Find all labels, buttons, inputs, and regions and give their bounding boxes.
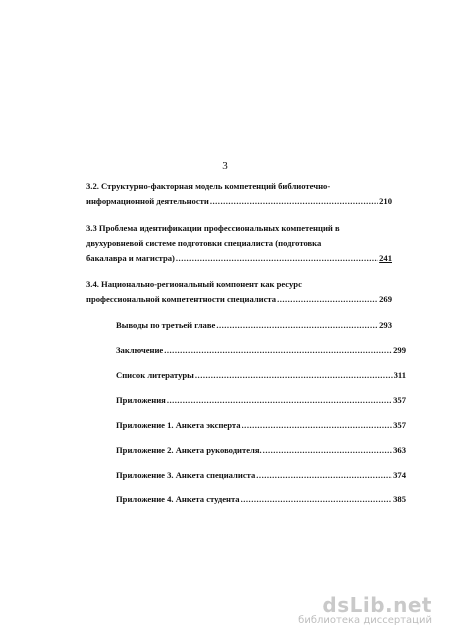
toc-entry-3-2 [86, 181, 392, 207]
toc-entry-text: Приложение 4. Анкета студента [116, 494, 240, 504]
toc-leader-dots [241, 494, 393, 505]
toc-leader-dots [195, 370, 393, 381]
toc-entry-appendix-4 [116, 494, 406, 505]
toc-page-number: 269 [379, 294, 392, 304]
toc-page-number: 210 [379, 196, 392, 206]
toc-page-number: 357 [393, 395, 406, 405]
toc-leader-dots [242, 420, 393, 431]
toc-entry-text: Приложение 1. Анкета эксперта [116, 420, 241, 430]
watermark-logo: dsLib.net [322, 593, 432, 617]
toc-leader-dots [210, 196, 378, 207]
toc-leader-dots [164, 345, 392, 356]
watermark [298, 593, 432, 626]
toc-leader-dots [176, 253, 378, 264]
toc-page-number: 299 [393, 345, 406, 355]
toc-entry-text: бакалавра и магистра) [86, 253, 175, 263]
toc-entry-text: 3.2. Структурно-факторная модель компетенций библиотечно- [86, 181, 331, 191]
toc-entry-text: информационной деятельности [86, 196, 209, 206]
toc-entry-text: двухуровневой системе подготовки специалиста (подготовка [86, 238, 322, 248]
toc-entry-text: 3.3 Проблема идентификации профессиональных компетенций в [86, 223, 340, 233]
toc-entry-text: 3.4. Национально-региональный компонент как ресурс [86, 279, 302, 289]
toc-page-number: 385 [393, 494, 406, 504]
toc-page-number: 311 [393, 370, 406, 380]
toc-entry-text: Выводы по третьей главе [116, 320, 216, 330]
toc-entry-conclusion [116, 345, 406, 356]
toc-entry-appendix-2 [116, 445, 406, 456]
toc-leader-dots [216, 320, 378, 331]
toc-entry-conclusions [116, 320, 392, 331]
toc-entry-text: Приложение 3. Анкета специалиста [116, 470, 256, 480]
toc-page-number: 293 [379, 320, 392, 330]
watermark-subtitle: библиотека диссертаций [298, 615, 432, 626]
toc-page-number: 363 [393, 445, 406, 455]
toc-entry-text: профессиональной компетентности специалиста [86, 294, 277, 304]
toc-entry-3-3 [86, 223, 392, 264]
toc-leader-dots [263, 445, 392, 456]
toc-entry-text: Список литературы [116, 370, 194, 380]
toc-entry-text: Заключение [116, 345, 164, 355]
toc-entry-text: Приложения [116, 395, 166, 405]
toc-entry-appendix-1 [116, 420, 406, 431]
page-number: 3 [222, 160, 228, 172]
toc-page-number: 357 [393, 420, 406, 430]
toc-page-number: 241 [379, 253, 392, 263]
toc-entry-appendices [116, 395, 406, 406]
toc-entry-appendix-3 [116, 470, 406, 481]
toc-page-number: 374 [393, 470, 406, 480]
toc-leader-dots [256, 470, 392, 481]
toc-entry-text: Приложение 2. Анкета руководителя. [116, 445, 262, 455]
toc-leader-dots [277, 294, 378, 305]
toc-entry-3-4 [86, 279, 392, 305]
toc-entry-bibliography [116, 370, 406, 381]
toc-leader-dots [167, 395, 392, 406]
